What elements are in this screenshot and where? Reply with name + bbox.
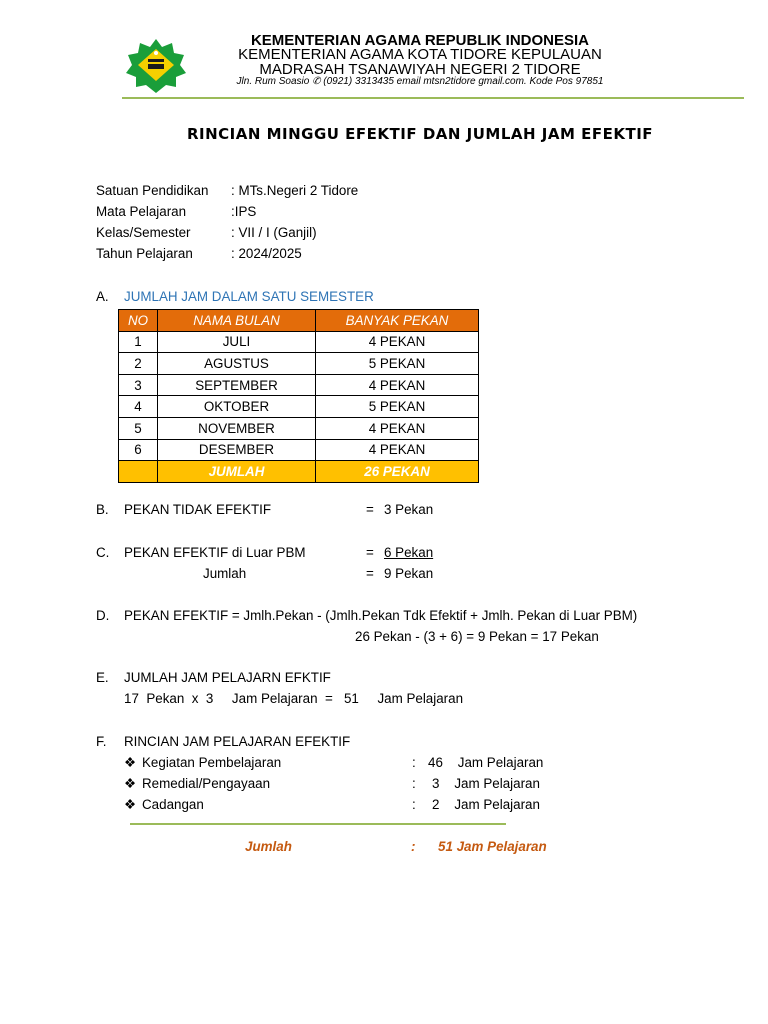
section-b-eq: = [366,502,374,517]
table-row [119,353,479,375]
cell-weeks: 4 PEKAN [316,331,479,353]
cell-weeks: 5 PEKAN [316,353,479,375]
cell-total-label: JUMLAH [158,461,316,483]
identity-label: Mata Pelajaran [96,204,187,219]
bullet-icon: ❖ [124,776,137,791]
cell-no: 6 [119,439,158,461]
cell-month: JULI [158,331,316,353]
cell-month: SEPTEMBER [158,374,316,396]
total-sep: : [411,839,416,854]
section-f-letter: F. [96,734,107,749]
identity-value: : 2024/2025 [231,246,302,261]
detail-label: Cadangan [142,797,204,812]
bullet-icon: ❖ [124,797,137,812]
cell-month: AGUSTUS [158,353,316,375]
identity-value: : MTs.Negeri 2 Tidore [231,183,359,198]
table-row [119,396,479,418]
cell-weeks: 4 PEKAN [316,439,479,461]
logo [122,37,190,93]
cell-no: 1 [119,331,158,353]
detail-sep: : [412,797,416,812]
cell-weeks: 5 PEKAN [316,396,479,418]
cell-weeks: 4 PEKAN [316,374,479,396]
months-table [118,309,479,483]
cell-total-value: 26 PEKAN [316,461,479,483]
detail-value: 46 Jam Pelajaran [428,755,544,770]
table-row [119,417,479,439]
section-b-value: 3 Pekan [384,502,434,517]
section-a-letter: A. [96,289,109,304]
table-header-row [119,310,479,332]
cell-weeks: 4 PEKAN [316,417,479,439]
identity-label: Tahun Pelajaran [96,246,193,261]
total-divider [130,823,506,825]
section-d-result: 26 Pekan - (3 + 6) = 9 Pekan = 17 Pekan [355,629,599,644]
section-d-letter: D. [96,608,110,623]
section-e-title: JUMLAH JAM PELAJARN EFKTIF [124,670,331,685]
section-b-label: PEKAN TIDAK EFEKTIF [124,502,272,517]
cell-empty [119,461,158,483]
detail-label: Kegiatan Pembelajaran [142,755,282,770]
detail-value: 2 Jam Pelajaran [432,797,540,812]
table-row [119,439,479,461]
section-b-letter: B. [96,502,109,517]
table-row [119,331,479,353]
identity-label: Satuan Pendidikan [96,183,209,198]
total-value: 51 Jam Pelajaran [438,839,547,854]
cell-no: 2 [119,353,158,375]
section-d-formula: PEKAN EFEKTIF = Jmlh.Pekan - (Jmlh.Pekan Tdk Efektif + Jmlh. Pekan di Luar PBM) [124,608,638,623]
header-ministry: KEMENTERIAN AGAMA REPUBLIK INDONESIA [250,32,590,49]
table-total-row [119,461,479,483]
header-address: Jln. Rum Soasio ✆ (0921) 3313435 email mtsn2tidore gmail.com. Kode Pos 97851 [236,76,604,87]
section-e-calc: 17 Pekan x 3 Jam Pelajaran = 51 Jam Pelajaran [124,691,464,706]
header-school: MADRASAH TSANAWIYAH NEGERI 2 TIDORE [259,61,581,78]
cell-no: 3 [119,374,158,396]
col-header-month: NAMA BULAN [158,310,316,332]
section-c-eq: = [366,545,374,560]
section-c-label: PEKAN EFEKTIF di Luar PBM [124,545,306,560]
section-c-value: 6 Pekan [384,545,434,560]
cell-month: NOVEMBER [158,417,316,439]
col-header-no: NO [119,310,158,332]
section-c-sub-value: 9 Pekan [384,566,434,581]
section-f-title: RINCIAN JAM PELAJARAN EFEKTIF [124,734,351,749]
identity-label: Kelas/Semester [96,225,191,240]
detail-label: Remedial/Pengayaan [142,776,271,791]
document-title: RINCIAN MINGGU EFEKTIF DAN JUMLAH JAM EFEKTIF [186,125,654,143]
bullet-icon: ❖ [124,755,137,770]
section-c-letter: C. [96,545,110,560]
ministry-logo-icon [122,37,190,93]
table-row [119,374,479,396]
total-label: Jumlah [245,839,292,854]
col-header-weeks: BANYAK PEKAN [316,310,479,332]
section-a-title: JUMLAH JAM DALAM SATU SEMESTER [124,289,374,304]
detail-sep: : [412,755,416,770]
header-office: KEMENTERIAN AGAMA KOTA TIDORE KEPULAUAN [238,46,602,63]
detail-sep: : [412,776,416,791]
identity-value: :IPS [231,204,257,219]
cell-month: DESEMBER [158,439,316,461]
detail-value: 3 Jam Pelajaran [432,776,540,791]
cell-month: OKTOBER [158,396,316,418]
section-c-sub-label: Jumlah [203,566,247,581]
header-divider [122,97,744,99]
cell-no: 4 [119,396,158,418]
cell-no: 5 [119,417,158,439]
section-c-sub-eq: = [366,566,374,581]
section-e-letter: E. [96,670,109,685]
identity-value: : VII / I (Ganjil) [231,225,317,240]
